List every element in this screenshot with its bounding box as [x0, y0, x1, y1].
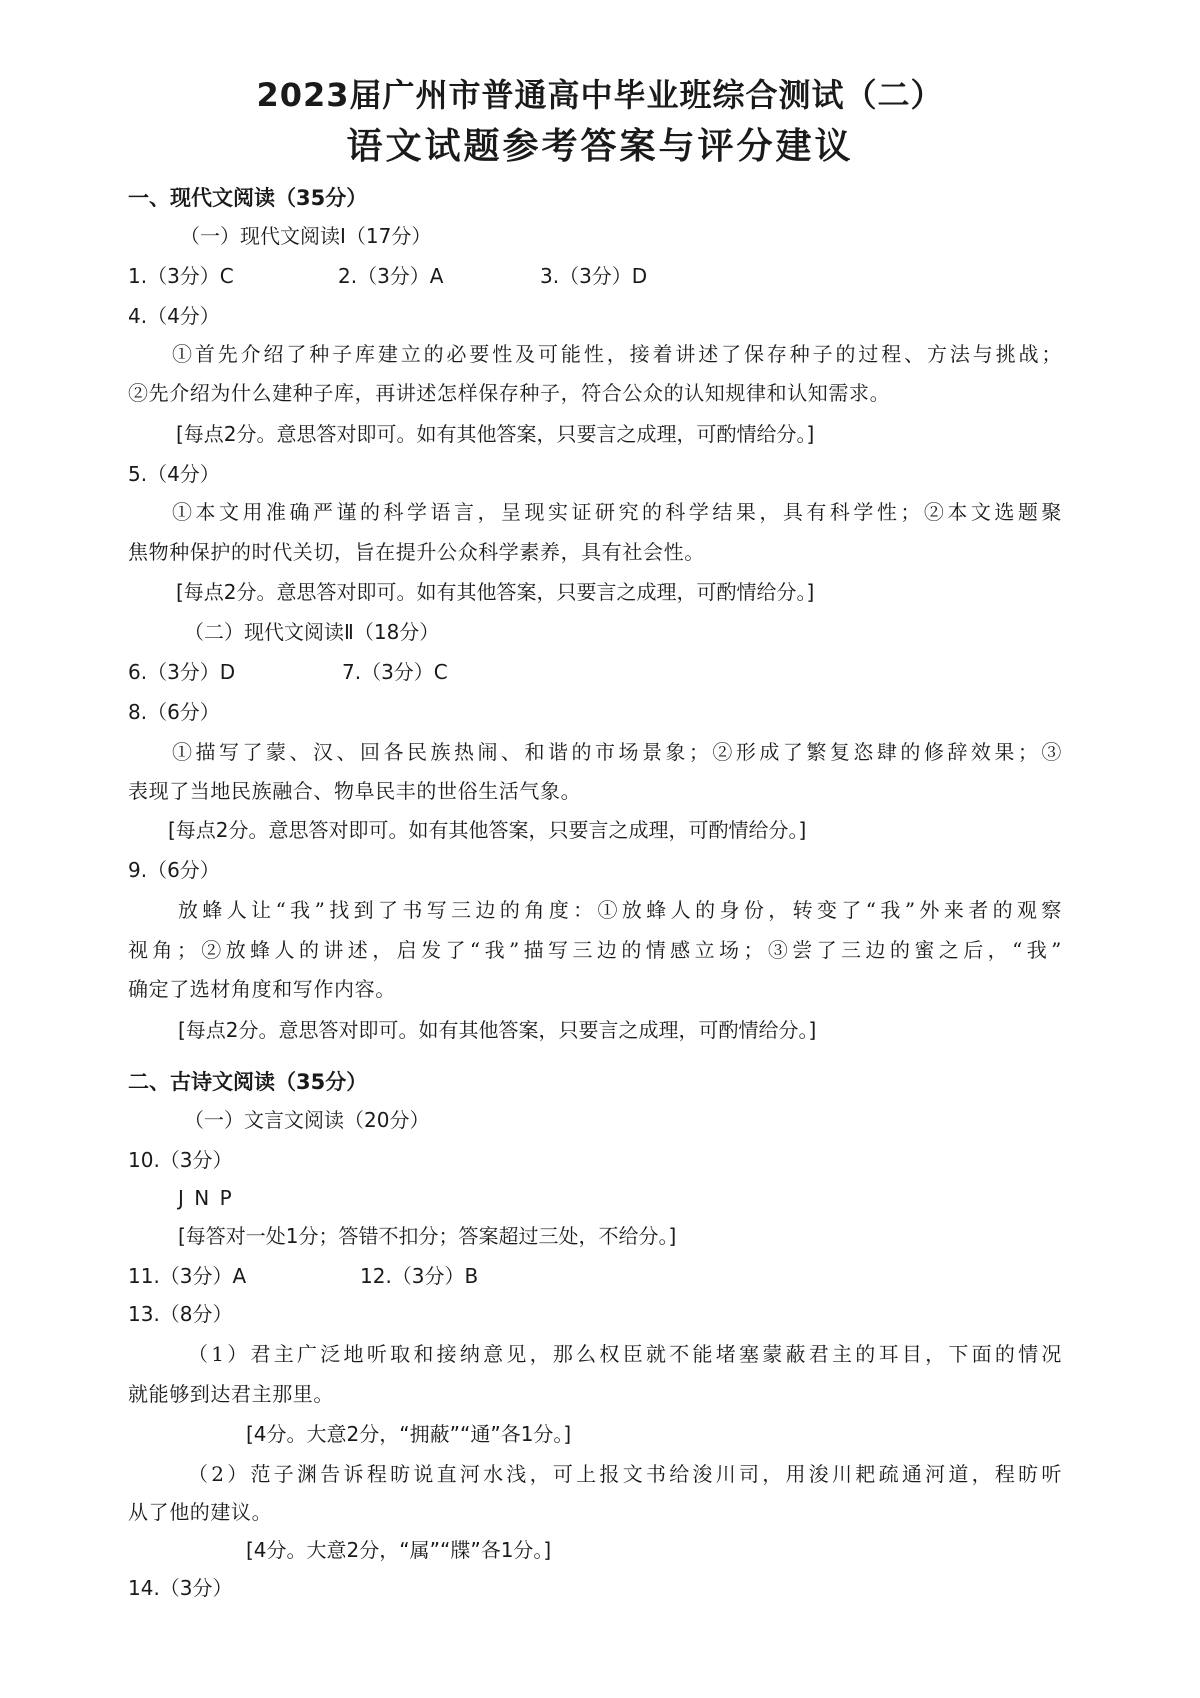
scoring-note-q8: [每点2分。意思答对即可。如有其他答案，只要言之成理，可酌情给分。]: [168, 818, 807, 842]
answer-q6: 6.（3分）D: [128, 660, 236, 684]
answer-q9-line2: 视角；②放蜂人的讲述，启发了“我”描写三边的情感立场；③尝了三边的蜜之后，“我”: [128, 938, 1062, 962]
document-title: 2023届广州市普通高中毕业班综合测试（二）: [256, 76, 944, 114]
part-heading-classical-prose: （一）文言文阅读（20分）: [184, 1108, 430, 1132]
answer-q14-label: 14.（3分）: [128, 1576, 233, 1600]
scoring-note-q13-2: [4分。大意2分，“属”“牒”各1分。]: [246, 1538, 552, 1562]
answer-q4-label: 4.（4分）: [128, 304, 220, 328]
answer-q4-line1: ①首先介绍了种子库建立的必要性及可能性，接着讲述了保存种子的过程、方法与挑战；: [172, 342, 1062, 366]
answer-q13-2-line1: （2）范子渊告诉程昉说直河水浅，可上报文书给浚川司，用浚川耙疏通河道，程昉听: [188, 1462, 1062, 1486]
answer-q9-line3: 确定了选材角度和写作内容。: [128, 977, 396, 1001]
answer-q13-2-line2: 从了他的建议。: [128, 1500, 273, 1524]
scoring-note-q4: [每点2分。意思答对即可。如有其他答案，只要言之成理，可酌情给分。]: [176, 422, 815, 446]
answer-q10: J N P: [178, 1186, 234, 1210]
answer-q8-line2: 表现了当地民族融合、物阜民丰的世俗生活气象。: [128, 779, 582, 803]
answer-q11: 11.（3分）A: [128, 1264, 247, 1288]
answer-q5-label: 5.（4分）: [128, 462, 220, 486]
document-subtitle: 语文试题参考答案与评分建议: [346, 126, 854, 167]
answer-q2: 2.（3分）A: [338, 264, 444, 288]
section-heading-classical-reading: 二、古诗文阅读（35分）: [128, 1070, 368, 1094]
answer-q4-line2: ②先介绍为什么建种子库，再讲述怎样保存种子，符合公众的认知规律和认知需求。: [128, 381, 891, 405]
scoring-note-q5: [每点2分。意思答对即可。如有其他答案，只要言之成理，可酌情给分。]: [176, 580, 815, 604]
answer-q1: 1.（3分）C: [128, 264, 234, 288]
scoring-note-q10: [每答对一处1分；答错不扣分；答案超过三处，不给分。]: [178, 1224, 677, 1248]
answer-q10-label: 10.（3分）: [128, 1148, 233, 1172]
part-heading-modern-reading-2: （二）现代文阅读Ⅱ（18分）: [184, 620, 440, 644]
answer-q9-label: 9.（6分）: [128, 858, 220, 882]
answer-q9-line1: 放蜂人让“我”找到了书写三边的角度：①放蜂人的身份，转变了“我”外来者的观察: [178, 898, 1062, 922]
section-heading-modern-reading: 一、现代文阅读（35分）: [128, 186, 368, 210]
scoring-note-q9: [每点2分。意思答对即可。如有其他答案，只要言之成理，可酌情给分。]: [178, 1018, 817, 1042]
answer-q7: 7.（3分）C: [342, 660, 448, 684]
answer-q5-line2: 焦物种保护的时代关切，旨在提升公众科学素养，具有社会性。: [128, 540, 705, 564]
answer-q13-1-line2: 就能够到达君主那里。: [128, 1382, 334, 1406]
part-heading-modern-reading-1: （一）现代文阅读Ⅰ（17分）: [180, 224, 432, 248]
answer-q8-label: 8.（6分）: [128, 700, 220, 724]
answer-q8-line1: ①描写了蒙、汉、回各民族热闹、和谐的市场景象；②形成了繁复恣肆的修辞效果；③: [172, 740, 1062, 764]
answer-q3: 3.（3分）D: [540, 264, 648, 288]
answer-q13-1-line1: （1）君主广泛地听取和接纳意见，那么权臣就不能堵塞蒙蔽君主的耳目，下面的情况: [188, 1342, 1062, 1366]
answer-q12: 12.（3分）B: [360, 1264, 479, 1288]
answer-q5-line1: ①本文用准确严谨的科学语言，呈现实证研究的科学结果，具有科学性；②本文选题聚: [172, 500, 1062, 524]
scoring-note-q13-1: [4分。大意2分，“拥蔽”“通”各1分。]: [246, 1422, 572, 1446]
answer-q13-label: 13.（8分）: [128, 1302, 233, 1326]
